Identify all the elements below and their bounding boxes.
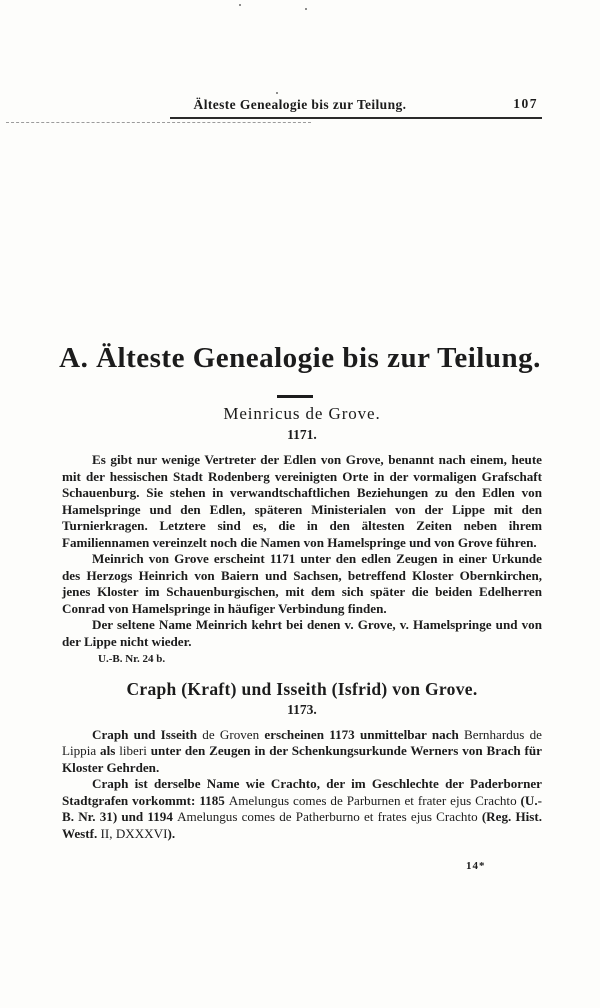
text-segment: ).: [167, 825, 176, 841]
page-number: 107: [513, 96, 538, 111]
source-reference: U.-B. Nr. 24 b.: [98, 652, 166, 665]
text-segment: (U.-B. Nr. 31) und 1194: [62, 792, 542, 825]
text-segment: Es gibt nur wenige Vertreter der Edlen von Grove, benannt nach einem, heute mit der hessischen Stadt Rodenberg vereinigten Orte in der vormaligen Grafschaft Schauenburg. Sie stehen in verwandtschaftlichen Beziehungen zu den Edlen von Hamelspringe und den Edlen, späteren Ministerialen von der Lippe mit den Turnierkragen. Letztere sind es, die in den ältesten Zeiten neben ihrem Familiennamen vereinzelt noch die Namen von Hamelspringe und von Grove führen.: [62, 452, 542, 550]
running-header: Älteste Genealogie bis zur Teilung.: [193, 97, 407, 112]
page-content: [62, 404, 542, 842]
text-segment: Amelungus comes de Patherburno et frates ejus Crachto: [177, 809, 482, 825]
paragraph: [62, 617, 542, 650]
paragraph: [62, 776, 542, 842]
text-segment: Craph und Isseith: [92, 726, 203, 742]
text-segment: Amelungus comes de Parburnen et frater ejus Crachto: [228, 792, 521, 808]
text-segment: erscheinen 1173 unmittelbar nach: [264, 726, 465, 742]
section-year: 1171.: [287, 427, 317, 442]
signature-mark: 14*: [466, 860, 486, 872]
section-title: Craph (Kraft) und Isseith (Isfrid) von Grove.: [126, 678, 478, 699]
text-segment: Meinrich von Grove erscheint 1171 unter den edlen Zeugen in einer Urkunde des Herzogs Heinrich von Baiern und Sachsen, betreffend Kloster Obernkirchen, jenes Kloster im Schauenburgischen, mit dem sich später die beiden Edelherren Conrad von Hamelspringe in häufiger Verbindung finden.: [62, 551, 542, 616]
text-segment: de Groven: [202, 726, 265, 742]
paragraph: [62, 551, 542, 617]
section-meinricus: [62, 404, 542, 666]
text-segment: Craph ist derselbe Name wie Crachto, der im Geschlechte der Paderborner Stadtgrafen vorkommt: 1185: [62, 776, 542, 808]
section-year: 1173.: [287, 701, 317, 717]
scan-speck: [305, 8, 307, 10]
scan-speck: [276, 92, 278, 94]
header-rule-dashed: [6, 122, 311, 123]
paragraph: [62, 727, 542, 777]
paragraph: [62, 452, 542, 551]
scan-speck: [239, 4, 241, 6]
text-segment: II, DXXXVI: [100, 825, 168, 841]
text-segment: als: [100, 743, 120, 759]
text-segment: Bernhardus de Lippia: [62, 726, 542, 759]
chapter-heading: A. Älteste Genealogie bis zur Teilung.: [59, 342, 541, 374]
section-title: Meinricus de Grove.: [223, 404, 381, 423]
header-rule: [170, 117, 542, 119]
text-segment: unter den Zeugen in der Schenkungsurkunde Werners von Brach für Kloster Gehrden.: [62, 743, 542, 775]
section-craph-isseith: [62, 679, 542, 843]
text-segment: liberi: [119, 743, 151, 759]
text-segment: Der seltene Name Meinrich kehrt bei denen v. Grove, v. Hamelspringe und von der Lippe nicht wieder.: [62, 617, 542, 650]
chapter-heading-rule: [277, 395, 313, 398]
text-segment: (Reg. Hist. Westf.: [62, 809, 543, 841]
